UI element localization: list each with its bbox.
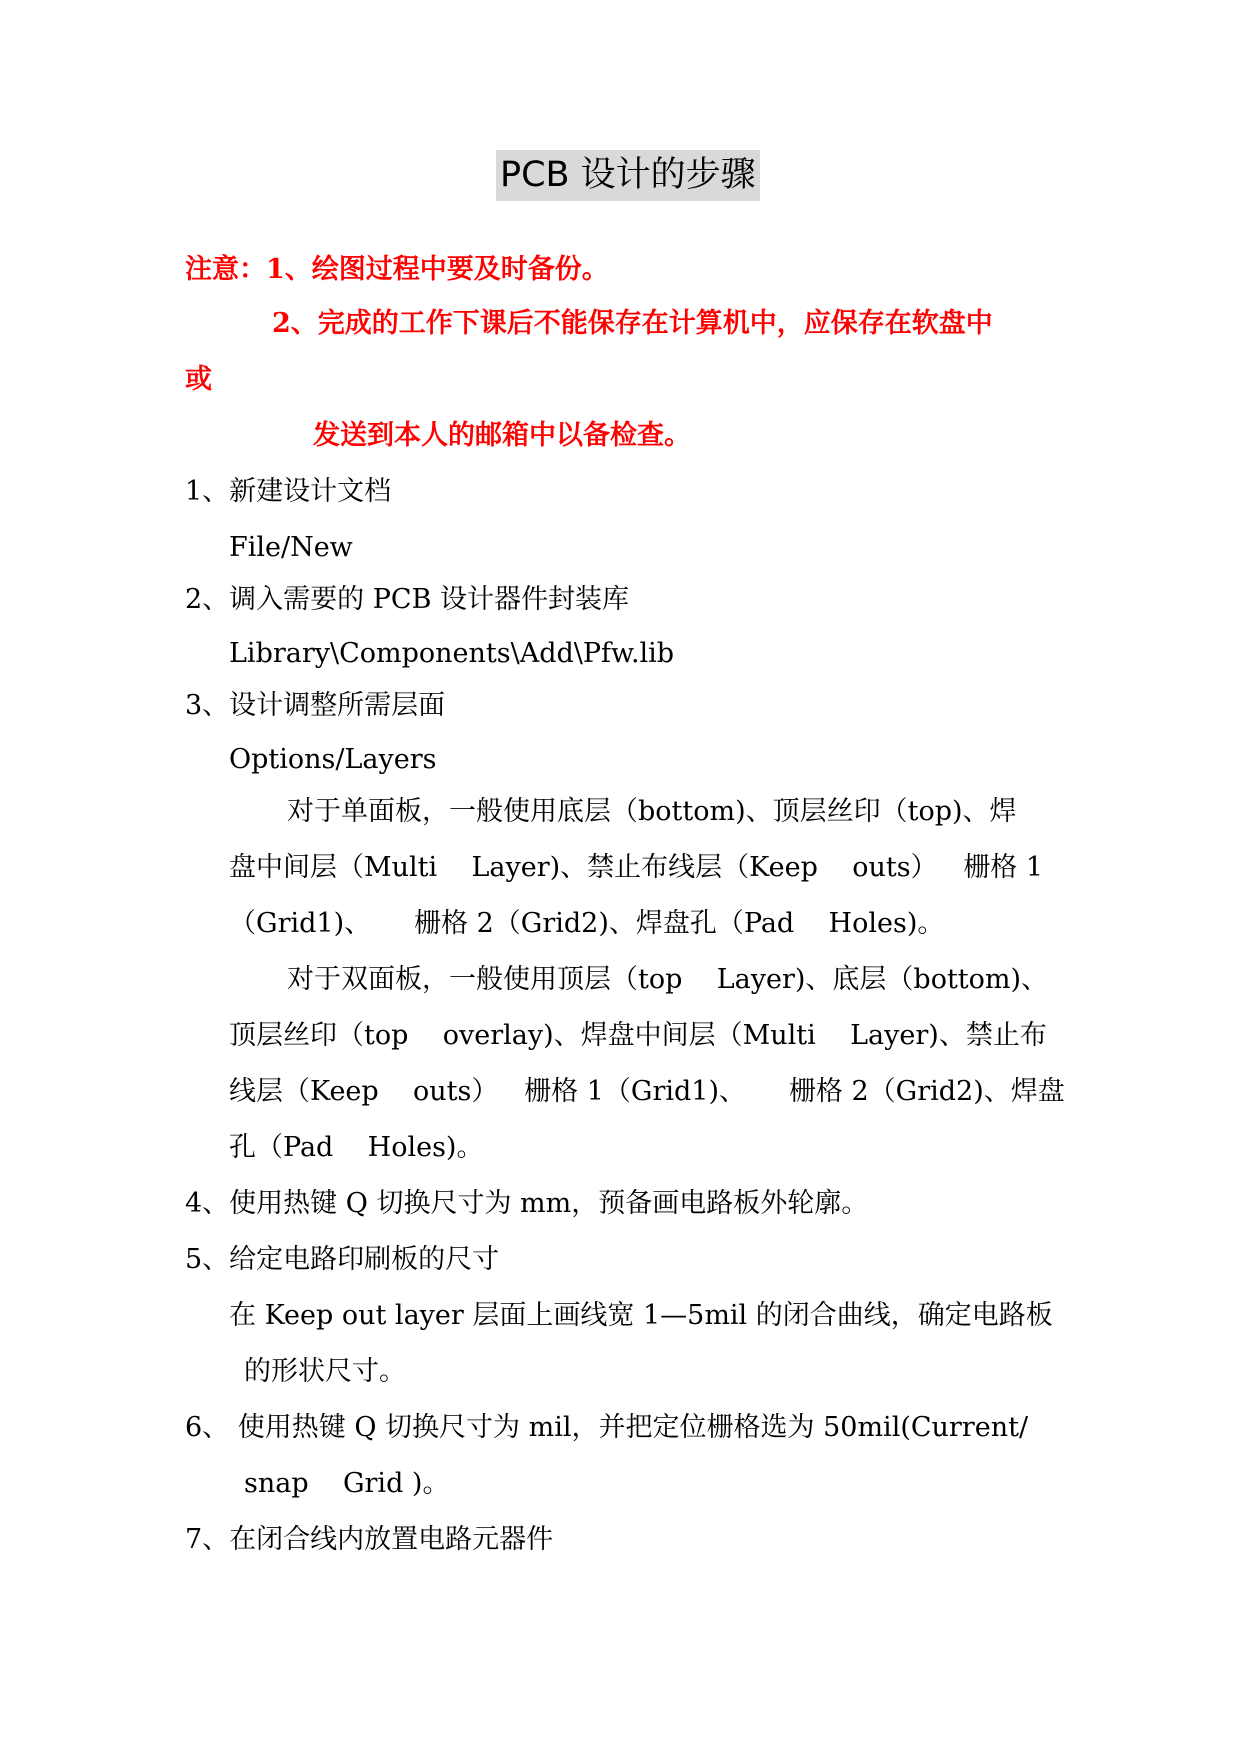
step-5-line-2: 的形状尺寸。: [244, 1356, 406, 1387]
step-3-paragraph-2-line-4: 孔（Pad Holes)。: [229, 1132, 484, 1163]
step-1-command: File/New: [229, 532, 353, 563]
step-3-paragraph-2-line-3: 线层（Keep outs） 栅格 1（Grid1)、 栅格 2（Grid2)、焊盘: [229, 1076, 1065, 1107]
step-3-command: Options/Layers: [229, 744, 437, 775]
step-6-line-1: 6、 使用热键 Q 切换尺寸为 mil，并把定位栅格选为 50mil(Current/: [185, 1412, 1029, 1443]
notice-line-2: 2、完成的工作下课后不能保存在计算机中，应保存在软盘中: [272, 308, 993, 339]
step-2-command: Library\Components\Add\Pfw.lib: [229, 638, 675, 669]
step-6-line-2: snap Grid )。: [244, 1468, 450, 1499]
notice-line-3: 或: [185, 364, 212, 395]
step-3-paragraph-1-line-2: 盘中间层（Multi Layer)、禁止布线层（Keep outs） 栅格 1: [229, 852, 1044, 883]
step-3-paragraph-1-line-3: （Grid1)、 栅格 2（Grid2)、焊盘孔（Pad Holes)。: [229, 908, 945, 939]
page-title: PCB 设计的步骤: [496, 150, 760, 201]
step-5-heading: 5、给定电路印刷板的尺寸: [185, 1244, 500, 1275]
step-7-heading: 7、在闭合线内放置电路元器件: [185, 1524, 554, 1555]
step-5-line-1: 在 Keep out layer 层面上画线宽 1—5mil 的闭合曲线，确定电路板: [229, 1300, 1053, 1331]
step-3-paragraph-2-line-1: 对于双面板，一般使用顶层（top Layer)、底层（bottom)、: [287, 964, 1049, 995]
step-2-heading: 2、调入需要的 PCB 设计器件封装库: [185, 584, 630, 615]
step-3-paragraph-2-line-2: 顶层丝印（top overlay)、焊盘中间层（Multi Layer)、禁止布: [229, 1020, 1047, 1051]
step-1-heading: 1、新建设计文档: [185, 476, 392, 507]
step-3-heading: 3、设计调整所需层面: [185, 690, 446, 721]
notice-line-4: 发送到本人的邮箱中以备检查。: [313, 420, 691, 451]
step-4-heading: 4、使用热键 Q 切换尺寸为 mm，预备画电路板外轮廓。: [185, 1188, 869, 1219]
notice-line-1: 注意：1、绘图过程中要及时备份。: [185, 254, 609, 285]
step-3-paragraph-1-line-1: 对于单面板，一般使用底层（bottom)、顶层丝印（top)、焊: [287, 796, 1017, 827]
